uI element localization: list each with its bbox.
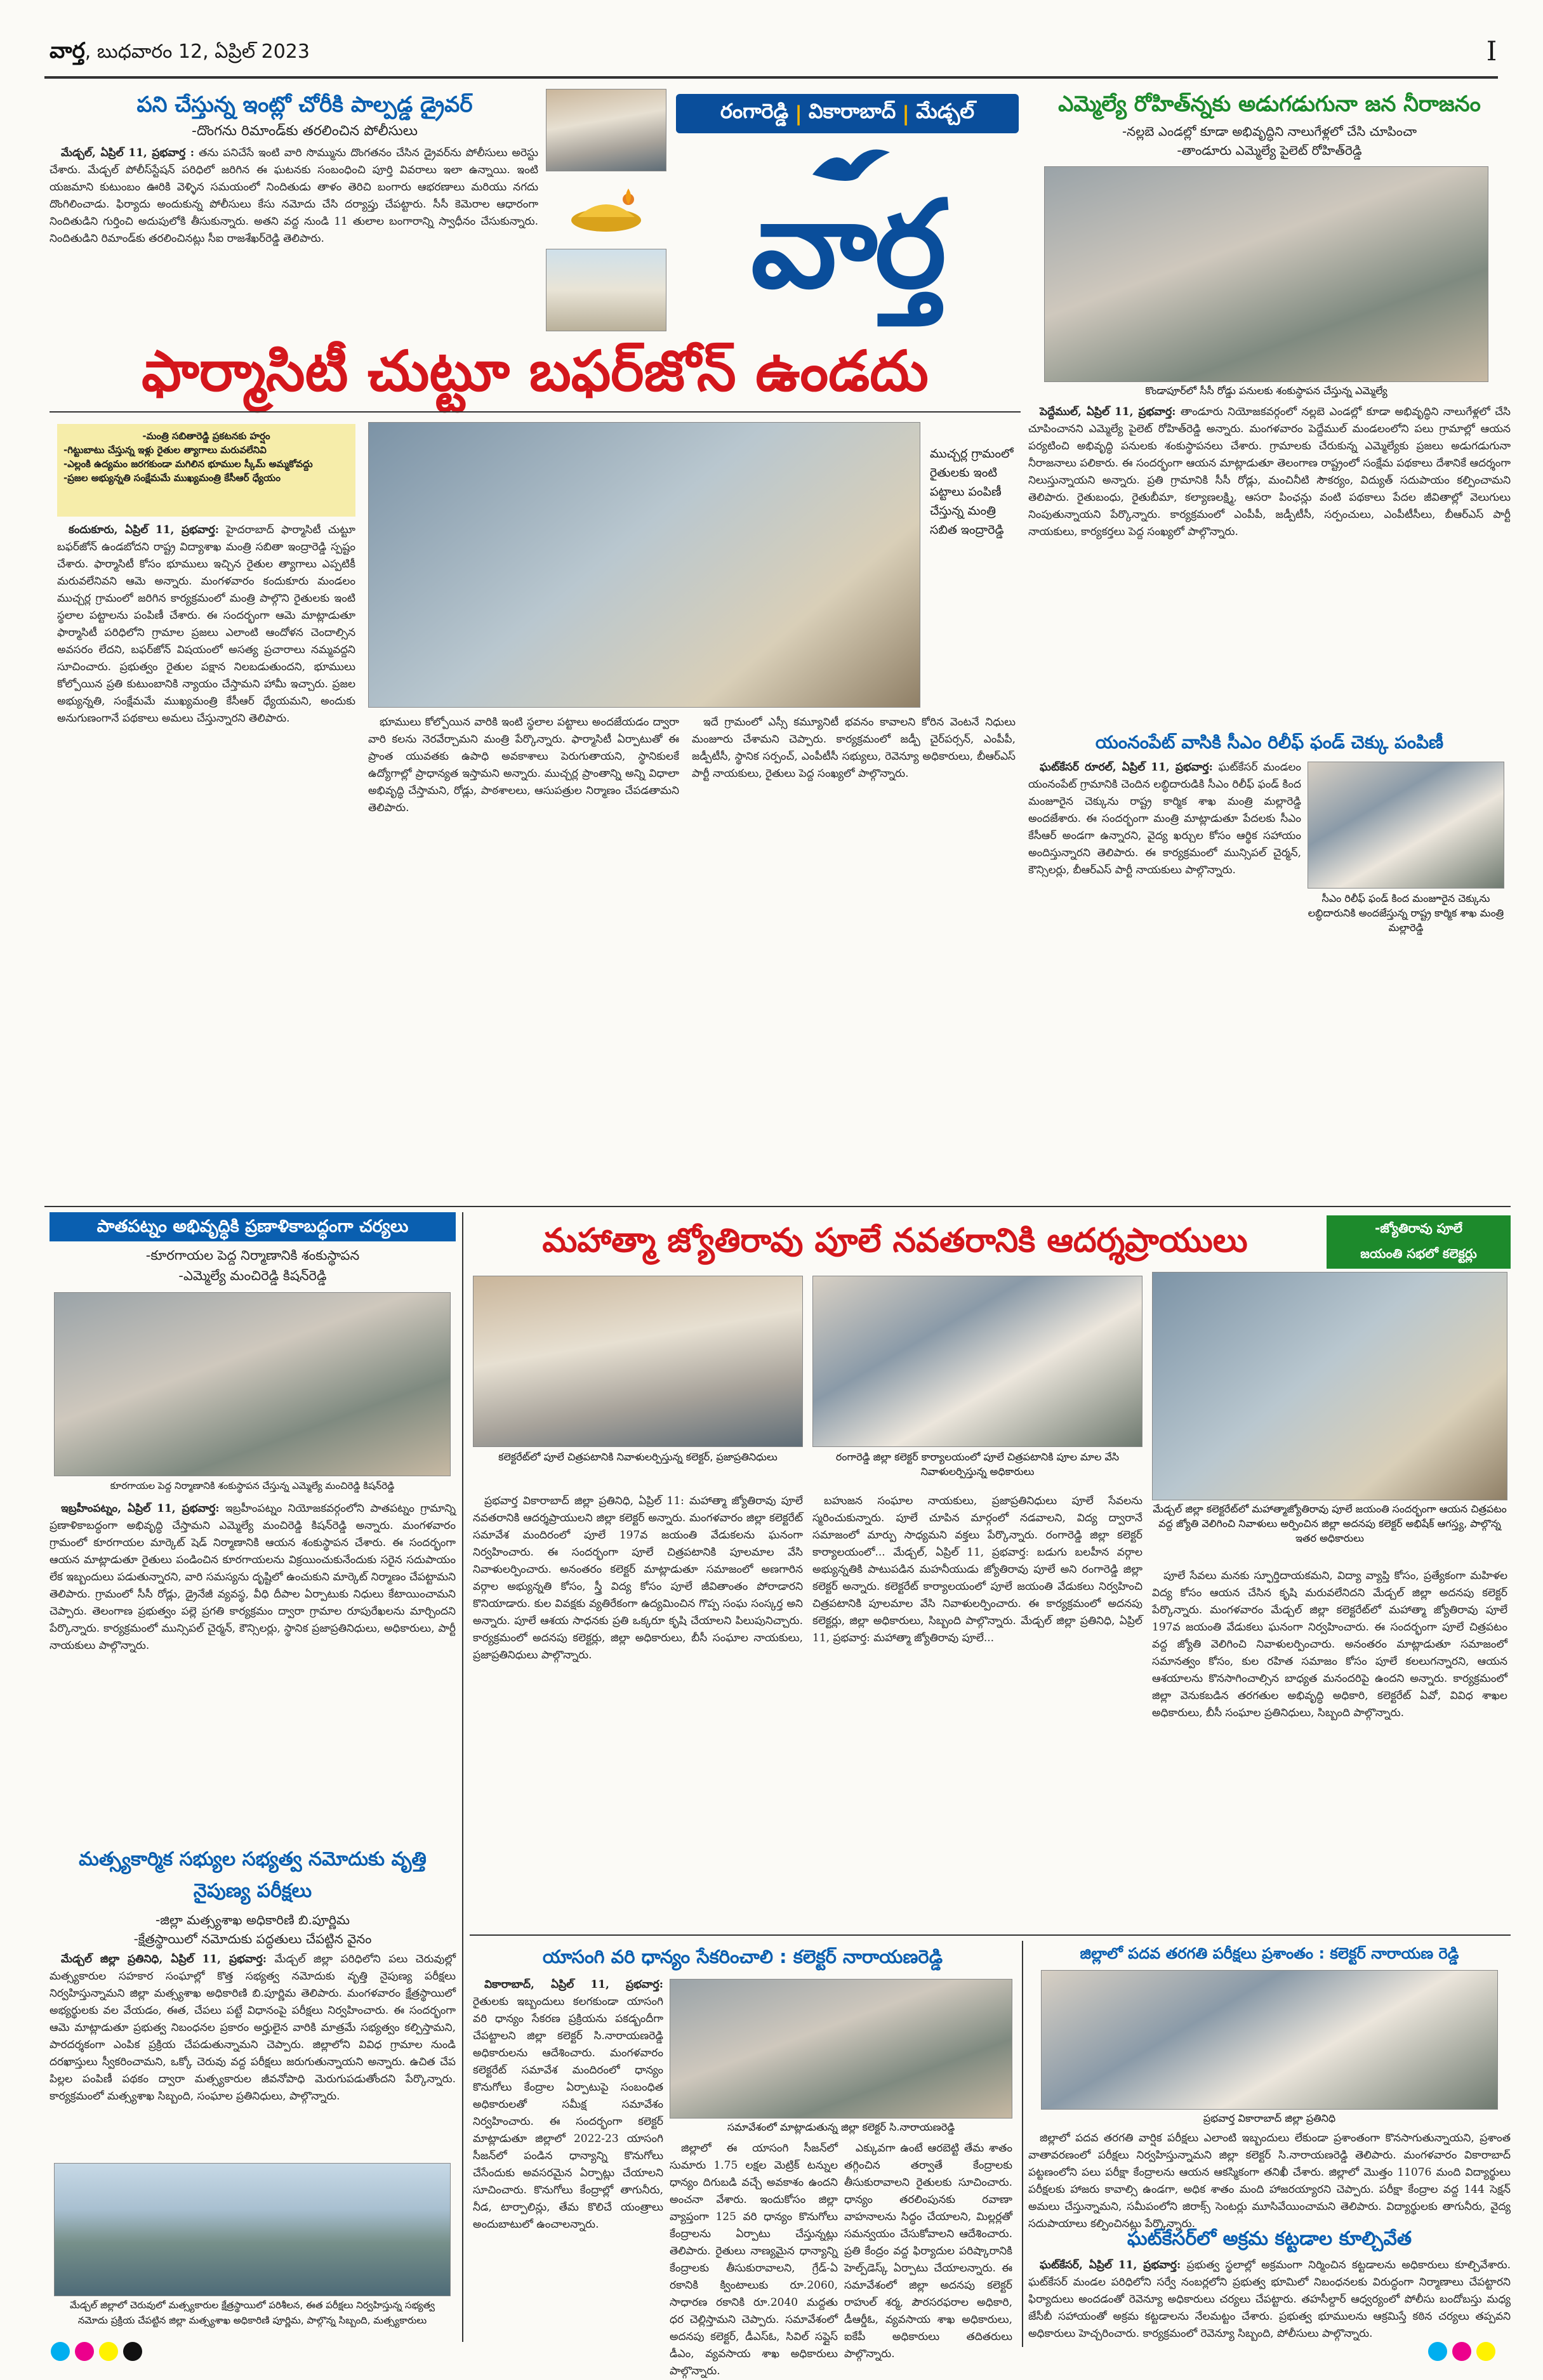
exams-caption: ప్రభవార్త వికారాబాద్ జిల్లా ప్రతినిధి: [1203, 2112, 1336, 2124]
paddy-caption: సమావేశంలో మాట్లాడుతున్న జిల్లా కలెక్టర్ సి.నారాయణరెడ్డి: [727, 2121, 955, 2133]
masthead-small-logo: వార్త: [50, 38, 85, 63]
region-banner: రంగారెడ్డి | వికారాబాద్ | మేడ్చల్: [676, 94, 1019, 133]
page-number: I: [1486, 36, 1497, 67]
pathapatnam-photo: [54, 1292, 451, 1476]
driver-theft-headline: పని చేస్తున్న ఇంట్లో చోరీకి పాల్పడ్డ డ్రైవర్: [136, 92, 473, 117]
big-logo: వార్త: [751, 173, 944, 315]
paddy-body-3: [844, 2140, 1012, 2360]
mla-rohit-headline: ఎమ్మెల్యే రోహిత్‌న్నకు అడుగడుగునా జన నీరాజనం: [1058, 91, 1481, 117]
region-rangareddy: రంగారెడ్డి: [720, 99, 789, 123]
pharma-body-2: [368, 714, 679, 1203]
pathapatnam-text: ఇబ్రహీంపట్నం నియోజకవర్గంలోని పాతపట్నం గ్రామాన్ని ప్రణాళికాబద్ధంగా అభివృద్ధి చేస్తామని ఎమ్మెల్యే మంచిరెడ్డి కిషన్‌రెడ్డి అన్నారు. మంగళవారం గ్రామంలో కూరగాయల మార్కెట్ షెడ్ నిర్మాణానికి ఆయన శంకుస్థాపన చేశారు. ఈ సందర్భంగా ఆయన మాట్లాడుతూ రైతులు పండించిన కూరగాయలను విక్రయించుకునేందుకు సరైన సదుపాయం లేక ఇబ్బందులు పడుతున్నారని, వారి సమస్యను దృష్టిలో ఉంచుకుని మార్కెట్ నిర్మాణం చేపట్టామని తెలిపారు. గ్రామంలో సీసీ రోడ్లు, డ్రైనేజీ వ్యవస్థ, వీధి దీపాల ఏర్పాటుకు నిధులు కేటాయించామని చెప్పారు. తెలంగాణ ప్రభుత్వం పల్లె ప్రగతి కార్యక్రమం ద్వారా గ్రామాల రూపురేఖలను మార్చిందని పేర్కొన్నారు. కార్యక్రమంలో మున్సిపల్ చైర్మన్, కౌన్సిలర్లు, స్థానిక ప్రజాప్రతినిధులు, అధికారులు, పార్టీ నాయకులు పాల్గొన్నారు.: [50, 1502, 456, 1652]
demolition-text: ప్రభుత్వ స్థలాల్లో అక్రమంగా నిర్మించిన కట్టడాలను అధికారులు కూల్చివేశారు. ఘట్‌కేసర్ మండల పరిధిలోని సర్వే నంబర్లలోని ప్రభుత్వ భూమిలో నిబంధనలకు విరుద్ధంగా నిర్మాణాలు చేపట్టారని ఫిర్యాదులు అందడంతో రెవెన్యూ అధికారులు చర్యలు చేపట్టారు. తహసీల్దార్ ఆధ్వర్యంలో పోలీసు బందోబస్తు మధ్య జేసీబీ సహాయంతో అక్రమ కట్టడాలను నేలమట్టం చేశారు. ప్రభుత్వ భూములను ఆక్రమిస్తే కఠిన చర్యలు తప్పవని అధికారులు హెచ్చరించారు. కార్యక్రమంలో రెవెన్యూ సిబ్బంది, పోలీసులు పాల్గొన్నారు.: [1028, 2259, 1511, 2340]
masthead-block: [546, 89, 1022, 333]
building-photo: [546, 249, 666, 331]
pathapatnam-headline: పాతపట్నం అభివృద్ధికి ప్రణాళికాబద్ధంగా చర్యలు: [50, 1212, 456, 1241]
pharma-bullet: -ఎల్లంకి ఉద్యమం జరగకుండా మగిలిన భూముల స్కీమ్ అమ్మకోవద్దు: [63, 458, 313, 470]
exams-headline: జిల్లాలో పదవ తరగతి పరీక్షలు ప్రశాంతం : కలెక్టర్ నారాయణ రెడ్డి: [1080, 1945, 1459, 1962]
temple-photo: [546, 89, 666, 171]
paddy-text-3: ఎక్కువగా ఉంటే ఆరబెట్టి తేమ శాతం తగ్గించిన తర్వాతే కేంద్రాలకు తీసుకురావాలని రైతులకు సూచించారు. ధాన్యం తరలింపునకు రవాణా వాహనాలను సిద్ధం చేయాలని, మిల్లర్లతో సమన్వయం చేసుకోవాలని ఆదేశించారు. ప్రతి కేంద్రం వద్ద ఫిర్యాదుల పరిష్కారానికి హెల్ప్‌డెస్క్ ఏర్పాటు చేయాలన్నారు. ఈ సమావేశంలో జిల్లా అదనపు కలెక్టర్ రాహుల్ శర్మ, పౌరసరఫరాల అధికారి, డీఆర్డీఓ, వ్యవసాయ శాఖ అధికారులు, ఐకేపీ అధికారులు తదితరులు పాల్గొన్నారు.: [844, 2142, 1012, 2360]
pathapatnam-subhead-2: -ఎమ్మెల్యే మంచిరెడ్డి కిషన్‌రెడ్డి: [178, 1268, 327, 1283]
fisheries-headline: మత్స్యకార్మిక సభ్యుల సభ్యత్వ నమోదుకు వృత్తి నైపుణ్య పరీక్షలు: [79, 1848, 427, 1902]
paddy-body-1: [473, 1976, 663, 2348]
pharma-body-1: [57, 522, 355, 1204]
mla-rohit-caption: కొండాపూర్‌లో సీసీ రోడ్డు పనులకు శంకుస్థాపన చేస్తున్న ఎమ్మెల్యే: [1145, 385, 1387, 397]
phule-photo-2: [812, 1276, 1142, 1447]
paddy-text-2: జిల్లాలో ఈ యాసంగి సీజన్‌లో సుమారు 1.75 లక్షల మెట్రిక్ టన్నుల ధాన్యం దిగుబడి వచ్చే అవకాశం ఉందని అంచనా వేశారు. ఇందుకోసం జిల్లా వ్యాప్తంగా 125 వరి ధాన్యం కొనుగోలు కేంద్రాలను ఏర్పాటు చేస్తున్నట్లు తెలిపారు. రైతులు నాణ్యమైన ధాన్యాన్ని కేంద్రాలకు తీసుకురావాలని, గ్రేడ్-ఏ రకానికి క్వింటాలుకు రూ.2060, సాధారణ రకానికి రూ.2040 మద్దతు ధర చెల్లిస్తామని చెప్పారు. సమావేశంలో అదనపు కలెక్టర్, డీఎస్ఓ, సివిల్ సప్లైస్ డీఎం, వ్యవసాయ శాఖ అధికారులు పాల్గొన్నారు.: [670, 2142, 838, 2377]
column-rule-left: [462, 1212, 463, 2342]
masthead-date-line: వార్త, బుధవారం 12, ఏప్రిల్ 2023: [50, 38, 310, 63]
region-medchal: మేడ్చల్: [915, 99, 975, 123]
exams-body: [1028, 2130, 1511, 2230]
region-vikarabad: వికారాబాద్: [808, 99, 896, 123]
pharma-box-top: [50, 411, 1021, 413]
phule-col-2-text: బహుజన సంఘాల నాయకులు, ప్రజాప్రతినిధులు పూలే సేవలను స్మరించుకున్నారు. పూలే చూపిన మార్గంలో నడవాలని, విద్య ద్వారానే సమాజంలో మార్పు సాధ్యమని వక్తలు పేర్కొన్నారు. రంగారెడ్డి జిల్లా కలెక్టర్ కార్యాలయంలో... మేడ్చల్, ఏప్రిల్ 11, ప్రభవార్త: బడుగు బలహీన వర్గాల అభ్యున్నతికి పాటుపడిన మహనీయుడు జ్యోతిరావు పూలే అని రంగారెడ్డి జిల్లా కలెక్టర్ అన్నారు. కలెక్టరేట్ కార్యాలయంలో పూలే జయంతి వేడుకలు నిర్వహించి చిత్రపటానికి పూలమాల వేసి నివాళులర్పించారు. ఈ కార్యక్రమంలో అదనపు కలెక్టర్లు, జిల్లా అధికారులు, సిబ్బంది పాల్గొన్నారు. మేడ్చల్ జిల్లా ప్రతినిధి, ఏప్రిల్ 11, ప్రభవార్త: మహాత్మా జ్యోతిరావు పూలే...: [812, 1495, 1142, 1644]
masthead-rule: [44, 76, 1498, 79]
cm-fund-photo: [1308, 762, 1504, 889]
paddy-text-1: రైతులకు ఇబ్బందులు కలగకుండా యాసంగి వరి ధాన్యం సేకరణ ప్రక్రియను పకడ్బందీగా చేపట్టాలని జిల్లా కలెక్టర్ సి.నారాయణరెడ్డి అధికారులను ఆదేశించారు. మంగళవారం కలెక్టరేట్ సమావేశ మందిరంలో ధాన్యం కొనుగోలు కేంద్రాల ఏర్పాటుపై సంబంధిత అధికారులతో సమీక్ష సమావేశం నిర్వహించారు. ఈ సందర్భంగా కలెక్టర్ మాట్లాడుతూ జిల్లాలో 2022-23 యాసంగి సీజన్‌లో పండిన ధాన్యాన్ని కొనుగోలు చేసేందుకు అవసరమైన ఏర్పాట్లు చేయాలని సూచించారు. కొనుగోలు కేంద్రాల్లో తాగునీరు, నీడ, టార్పాలిన్లు, తేమ కొలిచే యంత్రాలు అందుబాటులో ఉంచాలన్నారు.: [473, 1995, 663, 2231]
driver-theft-subhead: -దొంగను రిమాండ్‌కు తరలించిన పోలీసులు: [192, 123, 418, 139]
fisheries-caption: మేడ్చల్ జిల్లాలో చెరువులో మత్స్యకారుల క్షేత్రస్థాయిలో పరిశీలన, ఈత పరీక్షలు నిర్వహిస్తున్న సభ్యత్వ నమోదు ప్రక్రియ చేపట్టిన జిల్లా మత్స్యశాఖ అధికారిణి పూర్ణిమ, పాల్గొన్న సిబ్బంది, మత్స్యకారులు: [70, 2299, 435, 2326]
pharma-bullet-box: [57, 424, 355, 517]
paddy-headline: యాసంగి వరి ధాన్యం సేకరించాలి : కలెక్టర్ నారాయణరెడ్డి: [542, 1946, 943, 1967]
phule-col-1: [473, 1493, 803, 1931]
registration-dot-magenta: [75, 2342, 94, 2361]
fisheries-subhead-1: -జిల్లా మత్స్యశాఖ అధికారిణి బి.పూర్ణిమ: [155, 1912, 350, 1927]
pathapatnam-body: [50, 1500, 456, 1840]
cm-fund-text: ఘట్‌కేసర్ మండలం యంనంపేట్ గ్రామానికి చెందిన లబ్ధిదారుడికి సీఎం రిలీఫ్ ఫండ్ కింద మంజూరైన చెక్కును రాష్ట్ర కార్మిక శాఖ మంత్రి మల్లారెడ్డి అందజేశారు. ఈ సందర్భంగా మంత్రి మాట్లాడుతూ పేదలకు సీఎం కేసీఆర్ అండగా ఉన్నారని, వైద్య ఖర్చుల కోసం ఆర్థిక సహాయం అందిస్తున్నారని తెలిపారు. ఈ కార్యక్రమంలో మున్సిపల్ చైర్మన్, కౌన్సిలర్లు, బీఆర్ఎస్ పార్టీ నాయకులు పాల్గొన్నారు.: [1028, 761, 1301, 876]
registration-dot-magenta-2: [1452, 2342, 1471, 2361]
section-rule-2: [470, 1934, 1511, 1936]
pharma-text-1: హైదరాబాద్ ఫార్మాసిటీ చుట్టూ బఫర్‌జోన్ ఉండబోదని రాష్ట్ర విద్యాశాఖ మంత్రి సబితా ఇంద్రారెడ్డి స్పష్టం చేశారు. ఫార్మాసిటీ కోసం భూములు ఇచ్చిన రైతుల త్యాగాలు ఎప్పటికీ మరువలేనివని ఆమె అన్నారు. మంగళవారం కందుకూరు మండలం ముచ్చర్ల గ్రామంలో జరిగిన కార్యక్రమంలో మంత్రి పాల్గొని రైతులకు ఇంటి స్థలాల పట్టాలను పంపిణీ చేశారు. ఈ సందర్భంగా ఆమె మాట్లాడుతూ ఫార్మాసిటీ పరిధిలోని గ్రామాల ప్రజలు ఎలాంటి ఆందోళన చెందాల్సిన అవసరం లేదని, బఫర్‌జోన్ విషయంలో అసత్య ప్రచారాలు నమ్మవద్దని సూచించారు. ప్రభుత్వం రైతుల పక్షాన నిలబడుతుందని, భూములు కోల్పోయిన ప్రతి కుటుంబానికి న్యాయం చేస్తామని హామీ ఇచ్చారు. ప్రజల అభ్యున్నతి, సంక్షేమమే ముఖ్యమంత్రి కేసీఆర్ ధ్యేయమని, అందుకు అనుగుణంగానే పథకాలు అమలు చేస్తున్నారని తెలిపారు.: [57, 524, 356, 725]
lamp-icon: [565, 185, 647, 236]
fisheries-dateline: మేడ్చల్ జిల్లా ప్రతినిధి, ఏప్రిల్ 11, ప్రభవార్త:: [61, 1953, 267, 1966]
mla-rohit-dateline: పెద్దేముల్, ఏప్రిల్ 11, ప్రభవార్త:: [1040, 406, 1176, 418]
registration-dot-black: [123, 2342, 142, 2361]
phule-caption-3: మేడ్చల్ జిల్లా కలెక్టరేట్‌లో మహాత్మాజ్యోతిరావు పూలే జయంతి సందర్భంగా ఆయన చిత్రపటం వద్ద జ్యోతి వెలిగించి నివాళులు అర్పించిన జిల్లా అదనపు కలెక్టర్ అభిషేక్ ఆగస్త్య, పాల్గొన్న ఇతర అధికారులు: [1153, 1503, 1507, 1544]
pharma-dateline: కందుకూరు, ఏప్రిల్ 11, ప్రభవార్త:: [69, 524, 220, 536]
fisheries-subhead-2: -క్షేత్రస్థాయిలో నమోదుకు పద్ధతులు చేపట్టిన వైనం: [133, 1931, 372, 1947]
cm-fund-headline: యంనంపేట్ వాసికి సీఎం రిలీఫ్ ఫండ్ చెక్కు పంపిణీ: [1095, 732, 1444, 753]
fisheries-text: మేడ్చల్ జిల్లా పరిధిలోని పలు చెరువుల్లో మత్స్యకారుల సహకార సంఘాల్లో కొత్త సభ్యత్వ నమోదుకు వృత్తి నైపుణ్య పరీక్షలు నిర్వహిస్తున్నామని జిల్లా మత్స్యశాఖ అధికారిణి బి.పూర్ణిమ తెలిపారు. మంగళవారం క్షేత్రస్థాయిలో అభ్యర్థులకు వల వేయడం, ఈత, చేపలు పట్టే విధానంపై పరీక్షలు నిర్వహించారు. ఈ సందర్భంగా ఆమె మాట్లాడుతూ ప్రభుత్వ నిబంధనల ప్రకారం అర్హులైన వారికి మాత్రమే సభ్యత్వం కల్పిస్తామని, పారదర్శకంగా ఎంపిక ప్రక్రియ చేపడుతున్నామని చెప్పారు. జిల్లాలోని వివిధ గ్రామాల నుండి దరఖాస్తులు స్వీకరించామని, ఒక్కో చెరువు వద్ద పరీక్షలు జరుగుతున్నాయని అన్నారు. ఉచిత చేప పిల్లల పంపిణీ పథకం ద్వారా మత్స్యకారుల జీవనోపాధి మెరుగుపడుతోందని పేర్కొన్నారు. కార్యక్రమంలో మత్స్యశాఖ సిబ్బంది, సంఘాల ప్రతినిధులు, పాల్గొన్నారు.: [50, 1953, 456, 2103]
driver-theft-body: [50, 145, 538, 332]
registration-dot-cyan: [51, 2342, 70, 2361]
pharma-bullet: -గిట్టుబాటు చేస్తున్న ఇళ్లు రైతుల త్యాగాలు మరువలేనివి: [63, 444, 267, 456]
pharma-photo: [368, 422, 920, 708]
registration-dot-yellow-2: [1476, 2342, 1495, 2361]
registration-dot-cyan-2: [1428, 2342, 1447, 2361]
phule-caption-2: రంగారెడ్డి జిల్లా కలెక్టర్ కార్యాలయంలో పూలే చిత్రపటానికి పూల మాల వేసి నివాళులర్పిస్తున్న అధికారులు: [835, 1451, 1120, 1478]
pharma-headline: ఫార్మాసిటీ చుట్టూ బఫర్‌జోన్ ఉండదు: [142, 338, 929, 404]
paddy-body-2: [670, 2140, 838, 2377]
driver-theft-text: తను పనిచేసే ఇంటి వారి సొమ్మును దొంగతనం చేసిన డ్రైవర్‌ను పోలీసులు అరెస్టు చేశారు. మేడ్చల్ పోలీస్‌స్టేషన్ పరిధిలో జరిగిన ఈ ఘటనకు సంబంధించి పూర్తి వివరాలు ఇలా ఉన్నాయి. ఇంటి యజమాని కుటుంబం ఊరికి వెళ్ళిన సమయంలో నిందితుడు తాళం తెరిచి బంగారు ఆభరణాలు మరియు నగదు దొంగిలించాడు. ఫిర్యాదు అందుకున్న పోలీసులు కేసు నమోదు చేసి దర్యాప్తు చేపట్టారు. సీసీ కెమెరాల ఆధారంగా నిందితుడిని గుర్తించి అదుపులోకి తీసుకున్నారు. అతని వద్ద నుండి 11 తులాల బంగారాన్ని స్వాధీనం చేసుకున్నారు. నిందితుడిని రిమాండ్‌కు తరలించినట్లు సీఐ రాజశేఖర్‌రెడ్డి తెలిపారు.: [50, 147, 538, 245]
masthead-date: బుధవారం 12, ఏప్రిల్ 2023: [96, 41, 310, 63]
pathapatnam-dateline: ఇబ్రహీంపట్నం, ఏప్రిల్ 11, ప్రభవార్త:: [61, 1502, 220, 1515]
phule-col-1-text: ప్రభవార్త వికారాబాద్ జిల్లా ప్రతినిధి, ఏప్రిల్ 11: మహాత్మా జ్యోతిరావు పూలే నవతరానికి ఆదర్శప్రాయులని జిల్లా కలెక్టర్ అన్నారు. మంగళవారం జిల్లా కలెక్టరేట్ సమావేశ మందిరంలో పూలే 197వ జయంతి వేడుకలను ఘనంగా నిర్వహించారు. ఈ సందర్భంగా పూలే చిత్రపటానికి పూలమాల వేసి నివాళులర్పించారు. అనంతరం కలెక్టర్ మాట్లాడుతూ సమాజంలో అణగారిన వర్గాల అభ్యున్నతి కోసం, స్త్రీ విద్య కోసం పూలే జీవితాంతం పోరాడారని కొనియాడారు. కుల వివక్షకు వ్యతిరేకంగా ఉద్యమించిన గొప్ప సంఘ సంస్కర్త అని అన్నారు. పూలే ఆశయ సాధనకు ప్రతి ఒక్కరూ కృషి చేయాలని పిలుపునిచ్చారు. కార్యక్రమంలో అదనపు కలెక్టర్లు, జిల్లా అధికారులు, బీసీ సంఘాల నాయకులు, ప్రజాప్రతినిధులు పాల్గొన్నారు.: [473, 1495, 803, 1662]
phule-tag-line-2: జయంతి సభలో కలెక్టర్లు: [1360, 1246, 1477, 1261]
pharma-text-2: భూములు కోల్పోయిన వారికి ఇంటి స్థలాల పట్టాలు అందజేయడం ద్వారా వారి కలను నెరవేర్చామని మంత్రి పేర్కొన్నారు. ఫార్మాసిటీ ఏర్పాటుతో ఈ ప్రాంత యువతకు ఉపాధి అవకాశాలు పెరుగుతాయని, స్థానికులకే ఉద్యోగాల్లో ప్రాధాన్యత ఇస్తామని అన్నారు. ముచ్చర్ల ప్రాంతాన్ని అన్ని విధాలా అభివృద్ధి చేస్తామని, రోడ్లు, పాఠశాలలు, ఆసుపత్రుల నిర్మాణం చేపడతామని తెలిపారు.: [368, 716, 679, 814]
exams-text: జిల్లాలో పదవ తరగతి వార్షిక పరీక్షలు ఎలాంటి ఇబ్బందులు లేకుండా ప్రశాంతంగా కొనసాగుతున్నాయని, ప్రశాంత వాతావరణంలో పరీక్షలు నిర్వహిస్తున్నామని జిల్లా కలెక్టర్ సి.నారాయణరెడ్డి తెలిపారు. మంగళవారం వికారాబాద్ పట్టణంలోని పలు పరీక్షా కేంద్రాలను ఆయన ఆకస్మికంగా తనిఖీ చేశారు. జిల్లాలో మొత్తం 11076 మంది విద్యార్థులు పరీక్షలకు హాజరు కావాల్సి ఉండగా, అధిక శాతం మంది హాజరయ్యారని చెప్పారు. పరీక్షా కేంద్రాల వద్ద 144 సెక్షన్ అమలు చేస్తున్నామని, సమీపంలోని జిరాక్స్ సెంటర్లు మూసివేయించామని తెలిపారు. విద్యార్థులకు తాగునీరు, వైద్య సదుపాయాలు కల్పించినట్లు పేర్కొన్నారు.: [1028, 2132, 1511, 2230]
mla-rohit-photo: [1044, 166, 1488, 382]
pharma-bullet: -ప్రజల అభ్యున్నతి సంక్షేమమే ముఖ్యమంత్రి కేసీఆర్ ధ్యేయం: [63, 472, 281, 484]
phule-tag: [1327, 1215, 1511, 1269]
fisheries-body: [50, 1951, 456, 2160]
phule-col-3: [1152, 1568, 1507, 1931]
registration-dot-yellow: [99, 2342, 118, 2361]
phule-photo-3: [1152, 1272, 1507, 1500]
phule-headline: మహాత్మా జ్యోతిరావు పూలే నవతరానికి ఆదర్శప్రాయులు: [542, 1222, 1248, 1260]
demolition-dateline: ఘట్‌కేసర్, ఏప్రిల్ 11, ప్రభవార్త:: [1040, 2259, 1181, 2271]
phule-col-2: [812, 1493, 1142, 1931]
mla-rohit-body: [1028, 404, 1511, 724]
driver-theft-dateline: మేడ్చల్, ఏప్రిల్ 11, ప్రభవార్త :: [61, 147, 195, 159]
demolition-headline: ఘట్‌కేసర్‌లో అక్రమ కట్టడాల కూల్చివేత: [1127, 2228, 1412, 2250]
phule-caption-1: కలెక్టరేట్‌లో పూలే చిత్రపటానికి నివాళులర్పిస్తున్న కలెక్టర్, ప్రజాప్రతినిధులు: [498, 1451, 778, 1463]
pathapatnam-subhead-1: -కూరగాయల పెద్ద నిర్మాణానికి శంకుస్థాపన: [145, 1248, 360, 1263]
pharma-body-3: [692, 714, 1016, 1203]
pathapatnam-caption: కూరగాయల పెద్ద నిర్మాణానికి శంకుస్థాపన చేస్తున్న ఎమ్మెల్యే మంచిరెడ్డి కిషన్‌రెడ్డి: [110, 1480, 395, 1491]
exams-photo: [1041, 1970, 1498, 2110]
mla-rohit-subhead-2: -తాండూరు ఎమ్మెల్యే పైలెట్ రోహిత్‌రెడ్డి: [1177, 143, 1362, 158]
phule-col-3-text: పూలే సేవలు మనకు స్ఫూర్తిదాయకమని, విద్యా వ్యాప్తి కోసం, ప్రత్యేకంగా మహిళల విద్య కోసం ఆయన చేసిన కృషి మరువలేనిదని మేడ్చల్ జిల్లా అదనపు కలెక్టర్ పేర్కొన్నారు. మంగళవారం మేడ్చల్ జిల్లా కలెక్టరేట్‌లో మహాత్మా జ్యోతిరావు పూలే 197వ జయంతి వేడుకలు ఘనంగా నిర్వహించారు. ఈ సందర్భంగా పూలే చిత్రపటం వద్ద జ్యోతి వెలిగించి నివాళులర్పించారు. అనంతరం మాట్లాడుతూ సమాజంలో సమానత్వం కోసం, కుల రహిత సమాజం కోసం పూలే కలలుగన్నారని, ఆయన ఆశయాలను కొనసాగించాల్సిన బాధ్యత మనందరిపై ఉందని అన్నారు. కార్యక్రమంలో జిల్లా వెనుకబడిన తరగతుల అభివృద్ధి అధికారి, కలెక్టరేట్ ఏవో, వివిధ శాఖల అధికారులు, బీసీ సంఘాల ప్రతినిధులు, సిబ్బంది పాల్గొన్నారు.: [1152, 1570, 1507, 1719]
mla-rohit-text: తాండూరు నియోజకవర్గంలో నల్లబె ఎండల్లో కూడా అభివృద్ధిని నాలుగేళ్లలో చేసి చూపించానని ఎమ్మెల్యే పైలెట్ రోహిత్‌రెడ్డి అన్నారు. మంగళవారం పెద్దేముల్ మండలంలోని పలు గ్రామాల్లో ఆయన పర్యటించి అభివృద్ధి పనులకు శంకుస్థాపనలు చేశారు. గ్రామాలకు చేరుకున్న ఎమ్మెల్యేకు ప్రజలు అడుగడుగునా నీరాజనాలు పలికారు. ఈ సందర్భంగా ఆయన మాట్లాడుతూ తెలంగాణ రాష్ట్రంలో సంక్షేమ పథకాలు దేశానికే ఆదర్శంగా నిలుస్తున్నాయని అన్నారు. ప్రతి గ్రామానికి సీసీ రోడ్లు, మంచినీటి సౌకర్యం, విద్యుత్ సదుపాయం కల్పించామని తెలిపారు. రైతుబంధు, రైతుబీమా, కల్యాణలక్ష్మి, ఆసరా పింఛన్లు వంటి పథకాలు పేదల జీవితాల్లో వెలుగులు నింపుతున్నాయని పేర్కొన్నారు. కార్యక్రమంలో ఎంపీపీ, జడ్పీటీసీ, సర్పంచులు, ఎంపీటీసీలు, బీఆర్ఎస్ పార్టీ నాయకులు, కార్యకర్తలు పెద్ద సంఖ్యలో పాల్గొన్నారు.: [1028, 406, 1511, 538]
phule-photo-1: [473, 1276, 803, 1447]
pharma-text-3: ఇదే గ్రామంలో ఎస్సీ కమ్యూనిటీ భవనం కావాలని కోరిన వెంటనే నిధులు మంజూరు చేశామని చెప్పారు. కార్యక్రమంలో జడ్పీ చైర్‌పర్సన్, ఎంపీపీ, జడ్పీటీసీ, స్థానిక సర్పంచ్, ఎంపీటీసీ సభ్యులు, రెవెన్యూ అధికారులు, బీఆర్ఎస్ పార్టీ నాయకులు, రైతులు పెద్ద సంఖ్యలో పాల్గొన్నారు.: [692, 716, 1016, 780]
demolition-body: [1028, 2257, 1511, 2346]
phule-tag-line-1: -జ్యోతిరావు పూలే: [1375, 1220, 1462, 1236]
pharma-bullet: -మంత్రి సబితారెడ్డి ప్రకటనకు హర్షం: [142, 430, 270, 442]
mla-rohit-subhead-1: -నల్లబె ఎండల్లో కూడా అభివృద్ధిని నాలుగేళ్లలో చేసి చూపించా: [1122, 124, 1417, 139]
cm-fund-body: [1028, 759, 1301, 1013]
cm-fund-dateline: ఘట్‌కేసర్ రూరల్, ఏప్రిల్ 11, ప్రభవార్త:: [1040, 761, 1213, 774]
cm-fund-caption: సీఎం రిలీఫ్ ఫండ్ కింద మంజూరైన చెక్కును లబ్ధిదారునికి అందజేస్తున్న రాష్ట్ర కార్మిక శాఖ మంత్రి మల్లారెడ్డి: [1308, 892, 1504, 934]
paddy-dateline: వికారాబాద్, ఏప్రిల్ 11, ప్రభవార్త:: [484, 1978, 663, 1991]
column-rule-right: [1022, 1941, 1023, 2347]
section-rule-1: [44, 1206, 1511, 1207]
pharma-photo-caption: ముచ్చర్ల గ్రామంలో రైతులకు ఇంటి పట్టాలు పంపిణీ చేస్తున్న మంత్రి సబిత ఇంద్రారెడ్డి: [930, 447, 1014, 537]
fisheries-photo: [54, 2163, 451, 2296]
paddy-photo: [670, 1979, 1012, 2119]
